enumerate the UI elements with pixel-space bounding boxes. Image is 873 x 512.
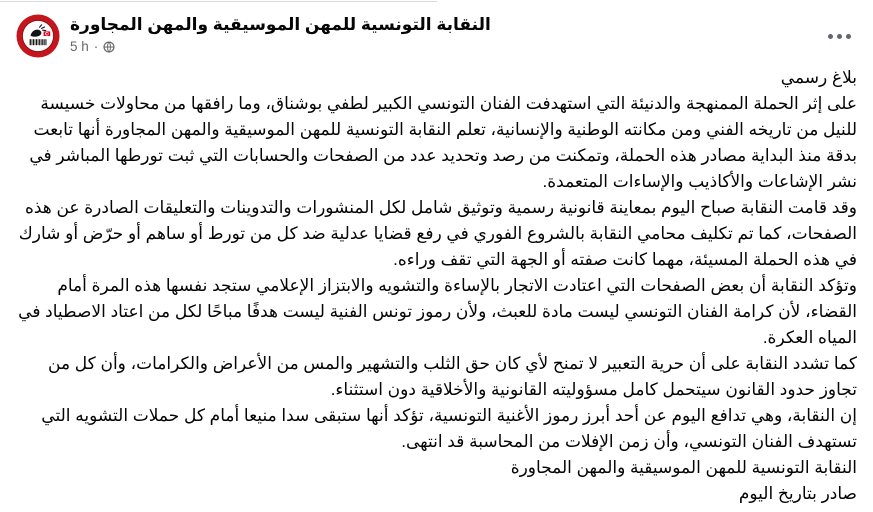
top-divider xyxy=(0,1,437,2)
more-options-button[interactable] xyxy=(822,24,857,49)
post-paragraph: بلاغ رسمي xyxy=(780,68,857,87)
ellipsis-icon xyxy=(828,34,833,39)
ellipsis-icon xyxy=(837,34,842,39)
ellipsis-icon xyxy=(846,34,851,39)
post-paragraph: وقد قامت النقابة صباح اليوم بمعاينة قانونية رسمية وتوثيق شامل لكل المنشورات والتدوينات والتعليقات الصادرة عن هذه الصفحات، كما تم تكليف محامي النقابة بالشروع الفوري في رفع قضايا عدلية ضد كل من تورط أو ساهم أو حرّض أو شارك في هذه الحملة المسيئة، مهما كانت صفته أو الجهة التي تقف وراءه. xyxy=(18,198,857,269)
post-header xyxy=(0,0,873,58)
post-text xyxy=(0,58,873,507)
union-logo-icon xyxy=(16,14,60,58)
post-paragraph: وتؤكد النقابة أن بعض الصفحات التي اعتادت الاتجار بالإساءة والتشويه والابتزاز الإعلامي ستجد نفسها هذه المرة أمام القضاء، لأن كرامة الفنان التونسي ليست مادة للعبث، ولأن رموز تونس الفنية ليست هدفًا مباحًا لكل من اعتاد الاصطياد في المياه العكرة. xyxy=(18,276,857,347)
meta-separator: · xyxy=(93,39,99,54)
post-paragraph: صادر بتاريخ اليوم xyxy=(738,484,857,503)
globe-icon xyxy=(103,41,115,53)
post-paragraph: كما تشدد النقابة على أن حرية التعبير لا تمنح لأي كان حق الثلب والتشهير والمس من الأعراض والكرامات، وأن كل من تجاوز حدود القانون سيتحمل كامل مسؤوليته القانونية والأخلاقية دون استثناء. xyxy=(48,354,857,399)
page-avatar[interactable] xyxy=(16,14,60,58)
post-paragraph: على إثر الحملة الممنهجة والدنيئة التي استهدفت الفنان التونسي الكبير لطفي بوشناق، وما رافقها من محاولات خسيسة للنيل من تاريخه الفني ومن مكانته الوطنية والإنسانية، تعلم النقابة التونسية للمهن الموسيقية والمهن المجاورة أنها تابعت بدقة منذ البداية مصادر هذه الحملة، وتمكنت من رصد وتحديد عدد من الصفحات والحسابات التي ثبت تورطها المباشر في نشر الإشاعات والأكاذيب والإساءات المتعمدة. xyxy=(29,94,857,191)
post-meta-row xyxy=(70,39,822,55)
header-info xyxy=(70,14,822,55)
page-name-link[interactable]: النقابة التونسية للمهن الموسيقية والمهن المجاورة xyxy=(70,15,491,34)
post-paragraph: النقابة التونسية للمهن الموسيقية والمهن المجاورة xyxy=(510,458,857,477)
post-timestamp[interactable]: 5 h xyxy=(70,39,89,54)
post-paragraph: إن النقابة، وهي تدافع اليوم عن أحد أبرز رموز الأغنية التونسية، تؤكد أنها ستبقى سدا منيعا أمام كل حملات التشويه التي تستهدف الفنان التونسي، وأن زمن الإفلات من المحاسبة قد انتهى. xyxy=(41,406,857,451)
